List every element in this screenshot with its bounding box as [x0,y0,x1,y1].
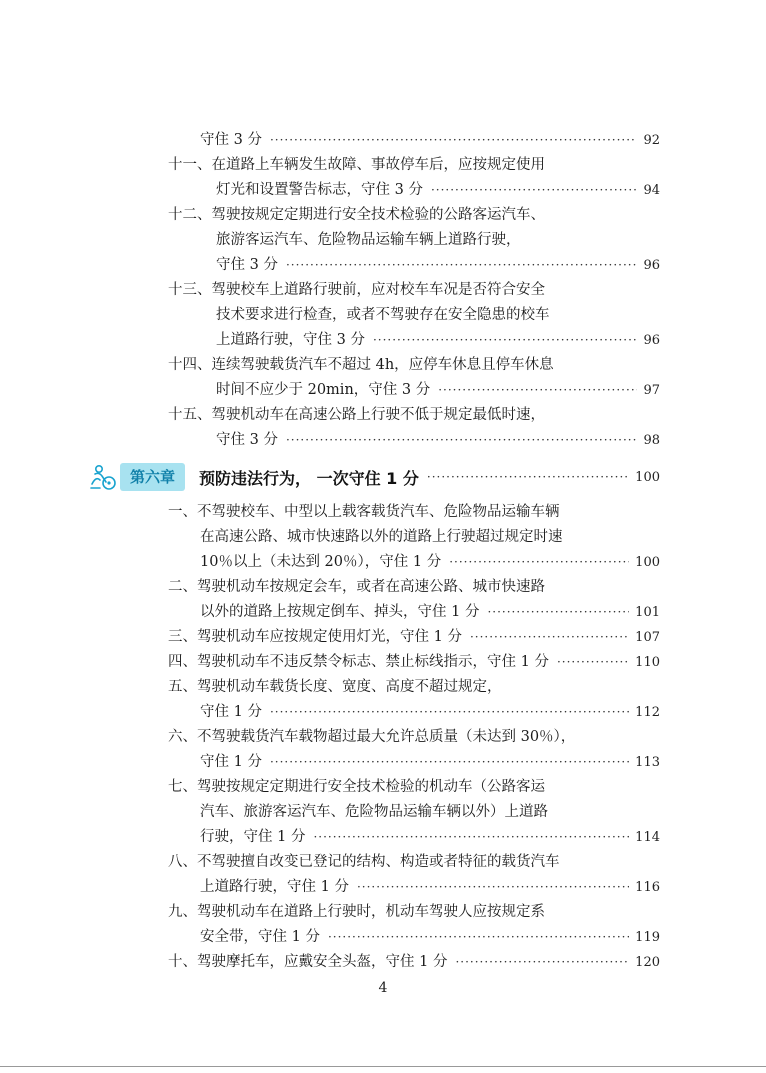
toc-line [200,825,660,849]
toc-page-number: 97 [643,383,660,398]
toc-page-number: 98 [643,433,660,448]
toc-page-number: 94 [643,183,660,198]
toc-page-number: 114 [635,830,660,845]
toc-page-number: 92 [643,133,660,148]
toc-page-number: 120 [635,955,660,970]
toc-text: 十一、在道路上车辆发生故障、事故停车后，应按规定使用 [168,157,545,173]
toc-page-number: 96 [643,258,660,273]
toc-text: 二、驾驶机动车按规定会车，或者在高速公路、城市快速路 [168,579,545,595]
leader-dots [487,600,629,624]
toc-line [168,353,660,377]
page-number: 4 [378,980,388,996]
toc-line [200,600,660,624]
toc-text: 五、驾驶机动车载货长度、宽度、高度不超过规定， [168,679,502,695]
toc-line [168,650,660,674]
toc-text: 六、不驾驶载货汽车载物超过最大允许总质量（未达到 30％）， [168,729,576,745]
toc-line [216,303,660,327]
toc-line [200,925,660,949]
toc-line [216,328,660,352]
toc-text: 上道路行驶，守住 1 分 [200,879,349,895]
toc-line [168,775,660,799]
toc-line [168,950,660,974]
chapter-heading[interactable] [88,462,660,492]
leader-dots [270,750,629,774]
toc-text: 四、驾驶机动车不违反禁令标志、禁止标线指示，守住 1 分 [168,654,549,670]
toc-line [200,875,660,899]
toc-text: 十二、驾驶按规定定期进行安全技术检验的公路客运汽车、 [168,207,545,223]
toc-text: 十三、驾驶校车上道路行驶前，应对校车车况是否符合安全 [168,282,545,298]
toc-text: 汽车、旅游客运汽车、危险物品运输车辆以外）上道路 [200,804,548,820]
toc-text: 守住 1 分 [200,704,262,720]
leader-dots [427,470,629,484]
toc-line [168,203,660,227]
leader-dots [470,625,629,649]
toc-line [168,625,660,649]
toc-line [168,675,660,699]
leader-dots [328,925,629,949]
leader-dots [286,253,638,277]
chapter-badge: 第六章 [120,463,185,491]
toc-page-number: 113 [635,755,660,770]
leader-dots [270,128,638,152]
toc-page-number: 112 [635,705,660,720]
toc-page-number: 96 [643,333,660,348]
leader-dots [557,650,629,674]
leader-dots [357,875,629,899]
leader-dots [431,178,638,202]
toc-line [168,278,660,302]
toc-text: 三、驾驶机动车应按规定使用灯光，守住 1 分 [168,629,462,645]
leader-dots [313,825,629,849]
toc-text: 在高速公路、城市快速路以外的道路上行驶超过规定时速 [200,529,563,545]
toc-text: 守住 3 分 [200,132,262,148]
toc-text: 10％以上（未达到 20％），守住 1 分 [200,554,442,570]
toc-line [200,800,660,824]
toc-line [168,725,660,749]
toc-line [200,128,660,152]
toc-text: 七、驾驶按规定定期进行安全技术检验的机动车（公路客运 [168,779,545,795]
toc-text: 以外的道路上按规定倒车、掉头，守住 1 分 [200,604,480,620]
toc-text: 上道路行驶，守住 3 分 [216,332,365,348]
toc-line [200,750,660,774]
toc-page-number: 110 [635,655,660,670]
toc-line [200,550,660,574]
chapter-page-number: 100 [635,469,660,485]
toc-text: 技术要求进行检查，或者不驾驶存在安全隐患的校车 [216,307,550,323]
toc-page-number: 116 [635,880,660,895]
toc-text: 守住 3 分 [216,257,278,273]
toc-line [200,700,660,724]
leader-dots [270,700,629,724]
driver-steering-wheel-icon [88,462,118,492]
toc-text: 行驶，守住 1 分 [200,829,306,845]
toc-text: 安全带，守住 1 分 [200,929,320,945]
toc-line [168,900,660,924]
toc-text: 九、驾驶机动车在道路上行驶时，机动车驾驶人应按规定系 [168,904,545,920]
toc-line [168,575,660,599]
toc-text: 一、不驾驶校车、中型以上载客载货汽车、危险物品运输车辆 [168,504,560,520]
toc-line [168,500,660,524]
toc-line [168,153,660,177]
leader-dots [286,428,638,452]
toc-text: 旅游客运汽车、危险物品运输车辆上道路行驶， [216,232,521,248]
toc-text: 八、不驾驶擅自改变已登记的结构、构造或者特征的载货汽车 [168,854,560,870]
leader-dots [438,378,637,402]
leader-dots [449,550,629,574]
toc-text: 灯光和设置警告标志，守住 3 分 [216,182,423,198]
toc-text: 十、驾驶摩托车，应戴安全头盔，守住 1 分 [168,954,448,970]
toc-text: 时间不应少于 20min，守住 3 分 [216,382,431,398]
toc-page-number: 107 [635,630,660,645]
leader-dots [373,328,638,352]
toc-text: 十四、连续驾驶载货汽车不超过 4h，应停车休息且停车休息 [168,357,554,373]
toc-page-number: 119 [635,930,660,945]
toc-line [216,428,660,452]
toc-line [216,378,660,402]
leader-dots [455,950,629,974]
toc-text: 守住 1 分 [200,754,262,770]
toc-line [216,178,660,202]
bottom-rule [0,1066,766,1067]
toc-line [200,525,660,549]
chapter-title: 预防违法行为， 一次守住 1 分 [199,468,419,488]
toc-line [216,253,660,277]
toc-text: 守住 3 分 [216,432,278,448]
toc-page-number: 100 [635,555,660,570]
toc-line [216,228,660,252]
toc-line [168,850,660,874]
toc-line [168,403,660,427]
toc-page-number: 101 [635,605,660,620]
toc-text: 十五、驾驶机动车在高速公路上行驶不低于规定最低时速， [168,407,545,423]
